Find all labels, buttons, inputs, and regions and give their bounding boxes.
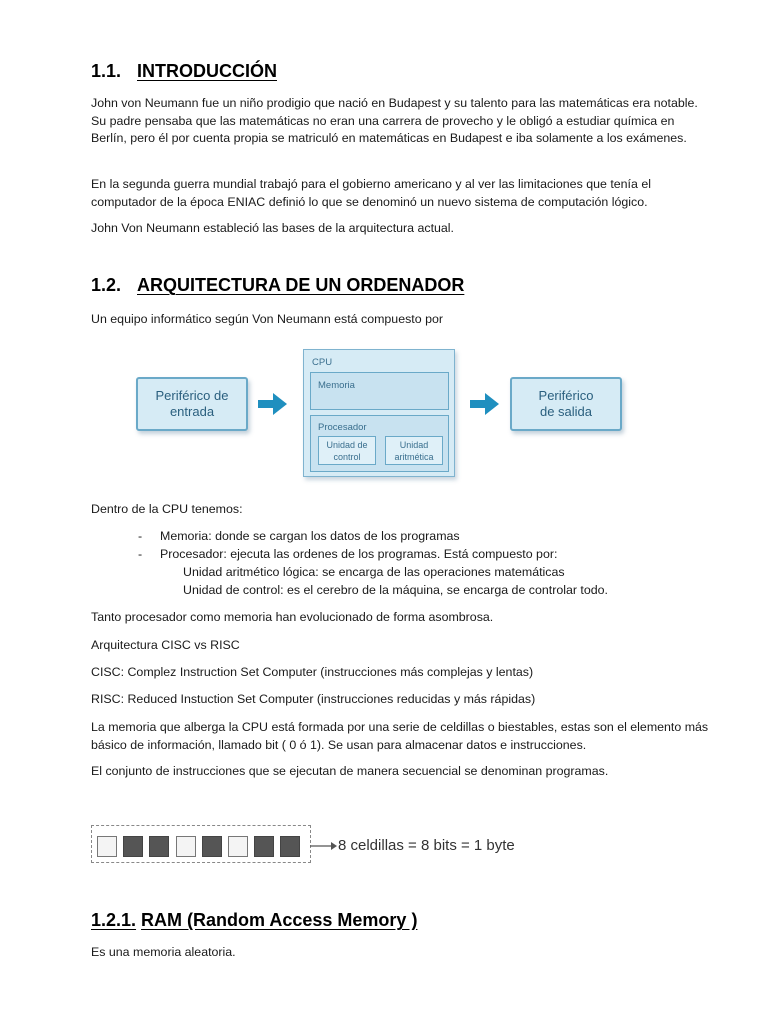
bit-cell [254,836,274,857]
arrow-right-icon [258,391,288,417]
memoria-label: Memoria [318,380,355,391]
arrow-right-icon [310,841,338,851]
heading-number: 1.2. [91,275,122,295]
paragraph-cisc: CISC: Complez Instruction Set Computer (instrucciones más complejas y lentas) [91,665,534,679]
paragraph-cpu-heading: Dentro de la CPU tenemos: [91,502,243,516]
heading-title: ARQUITECTURA DE UN ORDENADOR [137,275,465,295]
list-bullet: - [138,529,143,543]
paragraph-memoria: La memoria que alberga la CPU está formada por una serie de celdillas o biestables, estas son el elemento más básico de información, llamado bit ( 0 ó 1). Se usan para almacenar datos e instrucciones. [91,720,709,752]
input-peripheral-label: Periférico de entrada [155,388,229,419]
procesador-box [310,415,449,472]
cpu-box [303,349,455,477]
unidad-aritmetica-box [385,436,443,465]
byte-label: 8 celdillas = 8 bits = 1 byte [338,837,515,854]
heading-number: 1.2.1. [91,910,137,930]
list-item-memoria: Memoria: donde se cargan los datos de los programas [160,529,460,543]
list-item-procesador: Procesador: ejecuta las ordenes de los programas. Está compuesto por: [160,547,558,561]
paragraph-risc: RISC: Reduced Instuction Set Computer (instrucciones reducidas y más rápidas) [91,692,536,706]
paragraph-evolucion: Tanto procesador como memoria han evolucionado de forma asombrosa. [91,610,494,624]
cpu-label: CPU [312,357,333,368]
heading-ram [91,910,417,931]
bit-cell [202,836,222,857]
heading-arquitectura [91,275,464,296]
heading-number: 1.1. [91,61,122,81]
bit-cell [123,836,143,857]
paragraph-ram: Es una memoria aleatoria. [91,945,236,959]
output-peripheral-label: Periférico de salida [538,388,594,419]
list-bullet: - [138,547,143,561]
paragraph-arq-intro: Un equipo informático según Von Neumann está compuesto por [91,312,443,326]
bit-cell [149,836,169,857]
heading-title: RAM (Random Access Memory ) [141,910,418,930]
paragraph-programas: El conjunto de instrucciones que se ejecutan de manera secuencial se denominan programas. [91,764,609,778]
bit-cell [176,836,196,857]
arrow-right-icon [470,391,500,417]
unidad-aritmetica-label: Unidad aritmética [394,439,434,462]
procesador-label: Procesador [318,422,367,433]
paragraph-cisc-risc: Arquitectura CISC vs RISC [91,638,240,652]
sublist-item-control: Unidad de control: es el cerebro de la máquina, se encarga de controlar todo. [183,583,608,597]
output-peripheral-box [510,377,622,431]
unidad-control-box [318,436,376,465]
unidad-control-label: Unidad de control [326,439,368,462]
input-peripheral-box [136,377,248,431]
paragraph-intro-1: John von Neumann fue un niño prodigio que nació en Budapest y su talento para las matemáticas era notable. Su padre pensaba que las matemáticas no eran una carrera de provecho y le obligó a estudiar química en Berlín, pero él por cuenta propia se matriculó en matemáticas en Budapest e iba solamente a los exámenes. [91,96,698,145]
sublist-item-alu: Unidad aritmético lógica: se encarga de las operaciones matemáticas [183,565,565,579]
heading-title: INTRODUCCIÓN [137,61,277,81]
bit-cell [280,836,300,857]
memoria-box [310,372,449,410]
heading-introduccion [91,61,277,82]
paragraph-intro-2: En la segunda guerra mundial trabajó para el gobierno americano y al ver las limitaciones que tenía el computador de la época ENIAC definió lo que se denominó un nuevo sistema de computación lógico. [91,177,651,209]
bit-cell [97,836,117,857]
bit-cell [228,836,248,857]
paragraph-intro-3: John Von Neumann estableció las bases de la arquitectura actual. [91,221,455,235]
